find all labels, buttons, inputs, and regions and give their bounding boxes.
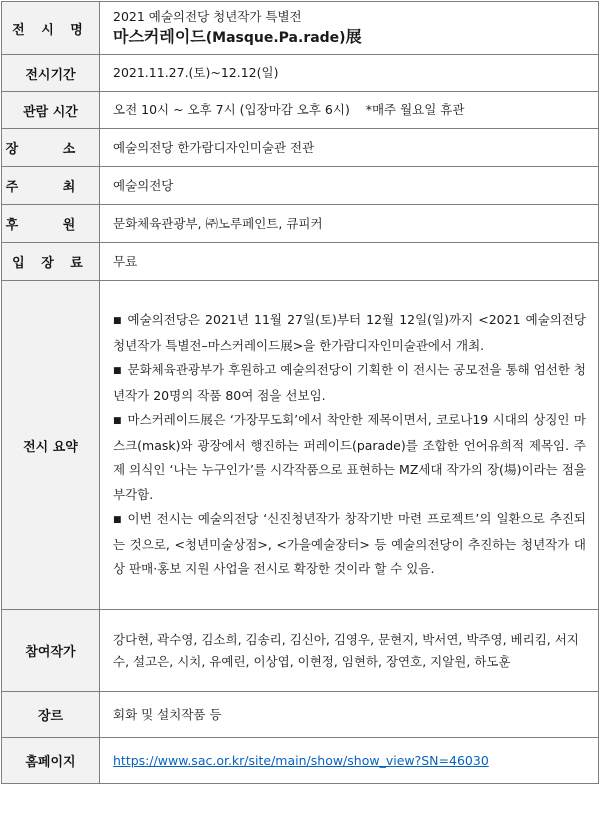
label-text: 전시기간 (25, 67, 76, 83)
exhibition-subtitle: 2021 예술의전당 청년작가 특별전 (113, 8, 302, 24)
value-period: 2021.11.27.(토)~12.12(일) (100, 55, 599, 92)
summary-item (113, 358, 586, 408)
summary-item-text: 마스커레이드展은 ‘가장무도회’에서 착안한 제목이면서, 코로나19 시대의 상징인 마스크(mask)와 광장에서 행진하는 퍼레이드(parade)를 조합한 언어유희적 제목임. 주제 의식인 ‘나는 누구인가’를 시각작품으로 표현하는 MZ세대 작가의 장(場)이라는 점을 부각함. (113, 412, 586, 502)
label-summary (2, 281, 100, 610)
label-exhibition-name (2, 2, 100, 55)
label-genre (2, 692, 100, 738)
label-text: 장르 (37, 709, 64, 724)
value-hours (100, 92, 599, 129)
label-hours (2, 92, 100, 129)
label-text: 입 장 료 (12, 256, 89, 271)
summary-item (113, 507, 586, 582)
value-admission: 무료 (100, 243, 599, 281)
row-homepage (2, 738, 599, 784)
label-text: 참여작가 (25, 645, 76, 660)
label-text: 관람 시간 (23, 104, 78, 120)
row-genre (2, 692, 599, 738)
value-sponsor: 문화체육관광부, ㈜노루페인트, 큐피커 (100, 205, 599, 243)
value-summary (100, 281, 599, 610)
row-period (2, 55, 599, 92)
value-host: 예술의전당 (100, 167, 599, 205)
label-text: 홈페이지 (25, 755, 76, 770)
exhibition-title (113, 26, 586, 49)
row-hours (2, 92, 599, 129)
row-participants (2, 610, 599, 692)
label-text: 전시 요약 (23, 439, 78, 455)
label-venue (2, 129, 100, 167)
exhibition-info-table (1, 1, 599, 784)
summary-item-text: 문화체육관광부가 후원하고 예술의전당이 기획한 이 전시는 공모전을 통해 엄선한 청년작가 20명의 작품 80여 점을 선보임. (113, 362, 586, 403)
row-host (2, 167, 599, 205)
label-admission (2, 243, 100, 281)
value-homepage (100, 738, 599, 784)
hours-text: 오전 10시 ~ 오후 7시 (입장마감 오후 6시) *매주 월요일 휴관 (113, 102, 465, 117)
label-period (2, 55, 100, 92)
value-genre: 회화 및 설치작품 등 (100, 692, 599, 738)
row-admission (2, 243, 599, 281)
label-sponsor (2, 205, 100, 243)
label-text: 주 최 (5, 180, 96, 195)
value-exhibition-name (100, 2, 599, 55)
summary-item (113, 308, 586, 358)
value-participants: 강다현, 곽수영, 김소희, 김송리, 김신아, 김영우, 문현지, 박서연, 박주영, 베리킴, 서지수, 설고은, 시치, 유예린, 이상엽, 이현정, 임현하, 장연호, 지알원, 하도훈 (100, 610, 599, 692)
row-sponsor (2, 205, 599, 243)
summary-item-text: 예술의전당은 2021년 11월 27일(토)부터 12월 12일(일)까지 <2021 예술의전당 청년작가 특별전–마스커레이드展>을 한가람디자인미술관에서 개최. (113, 312, 586, 353)
exhibition-title-suffix: 展 (345, 26, 362, 46)
label-homepage (2, 738, 100, 784)
square-bullet-icon: ■ (113, 515, 122, 526)
square-bullet-icon: ■ (113, 316, 122, 327)
label-text: 장 소 (5, 142, 96, 157)
summary-list (113, 308, 586, 582)
label-participants (2, 610, 100, 692)
square-bullet-icon: ■ (113, 416, 122, 427)
label-text: 후 원 (5, 218, 96, 233)
homepage-link[interactable]: https://www.sac.or.kr/site/main/show/show_view?SN=46030 (113, 752, 489, 768)
summary-item-text: 이번 전시는 예술의전당 ‘신진청년작가 창작기반 마련 프로젝트’의 일환으로 추진되는 것으로, <청년미술상점>, <가을예술장터> 등 예술의전당이 추진하는 청년작가 대상 판매·홍보 지원 사업을 전시로 확장한 것이라 할 수 있음. (113, 511, 586, 577)
square-bullet-icon: ■ (113, 366, 122, 377)
exhibition-title-en: (Masque.Pa.rade) (205, 29, 346, 46)
value-venue: 예술의전당 한가람디자인미술관 전관 (100, 129, 599, 167)
summary-item (113, 408, 586, 507)
row-summary (2, 281, 599, 610)
exhibition-title-kr: 마스커레이드 (113, 26, 206, 46)
label-host (2, 167, 100, 205)
row-venue (2, 129, 599, 167)
label-text: 전 시 명 (12, 22, 89, 38)
row-exhibition-name (2, 2, 599, 55)
